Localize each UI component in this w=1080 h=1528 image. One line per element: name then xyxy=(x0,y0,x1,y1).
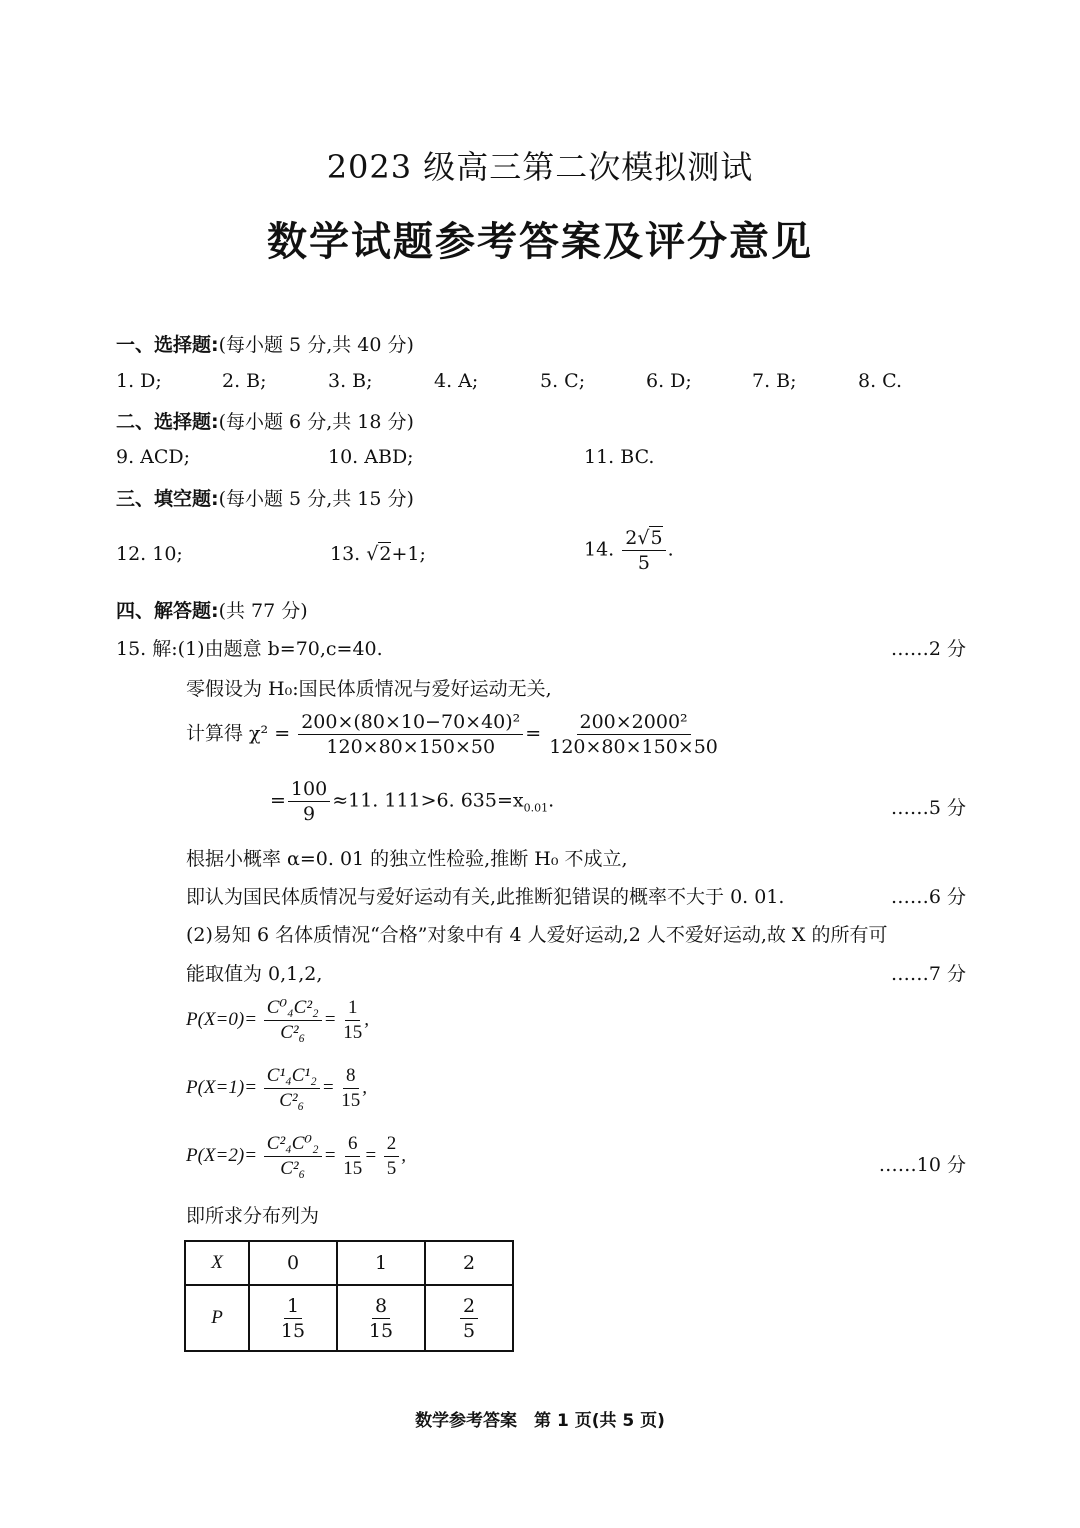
q15-line6: 能取值为 0,1,2, xyxy=(186,963,323,985)
table-cell xyxy=(337,1285,425,1351)
p2-res2-num: 2 xyxy=(384,1133,400,1157)
prob-x1: P(X=1)= $\frac{\text{C¹₄C¹₂}}{\text{C²₆}}$ = $\frac{8}{15}$ , xyxy=(186,1065,368,1111)
cell-num: 2 xyxy=(460,1295,478,1319)
q15-chi-result: = $\frac{100}{9}$ ≈11. 111>6. $635=x_{0.01}$. xyxy=(270,778,555,825)
answer-14-fraction: $\frac{2√5}{5}$ xyxy=(622,527,665,574)
answer-2: 2. B; xyxy=(222,370,267,392)
q15-points-1: ……2 分 xyxy=(890,638,966,660)
result-tail: ≈11. 111>6. 635=x xyxy=(332,789,524,812)
p0-res-den: 15 xyxy=(343,1022,363,1043)
q15-points-4: ……7 分 xyxy=(890,963,966,985)
section1-heading: 一、选择题: xyxy=(116,334,219,356)
q15-line2: 零假设为 H₀:国民体质情况与爱好运动无关, xyxy=(186,678,552,700)
prob-x0: P(X=0)= $\frac{\text{C⁰₄C²₂}}{\text{C²₆}}$ = $\frac{1}{15}$ , xyxy=(186,997,369,1043)
result-num: 100 xyxy=(288,778,330,802)
table-row xyxy=(185,1285,513,1351)
p0-res-num: 1 xyxy=(345,997,361,1021)
section-heading-4 xyxy=(116,596,308,623)
calc-fraction-2 xyxy=(549,711,718,758)
section4-heading: 四、解答题: xyxy=(116,600,219,622)
section2-heading: 二、选择题: xyxy=(116,411,219,433)
page-footer: 数学参考答案 第 1 页(共 5 页) xyxy=(415,1411,665,1431)
calc-den-2: 120×80×150×50 xyxy=(549,736,718,758)
calc-den-1: 120×80×150×50 xyxy=(326,736,496,758)
answer-14-coef: 2 xyxy=(625,527,638,549)
answer-7: 7. B; xyxy=(752,370,797,392)
q15-line4: 即认为国民体质情况与爱好运动有关,此推断犯错误的概率不大于 0. 01. xyxy=(186,886,785,908)
section-heading-1 xyxy=(116,330,414,357)
q15-points-2: ……5 分 xyxy=(890,797,966,819)
p2-res-den: 15 xyxy=(343,1158,363,1179)
table-cell: 1 xyxy=(337,1241,425,1285)
q15-line5: (2)易知 6 名体质情况“合格”对象中有 4 人爱好运动,2 人不爱好运动,故 X 的所有可 xyxy=(186,924,888,946)
answer-5: 5. C; xyxy=(540,370,586,392)
result-sub: 0.01 xyxy=(523,801,549,815)
page-subtitle: 数学试题参考答案及评分意见 xyxy=(267,219,813,265)
cell-num: 8 xyxy=(372,1295,390,1319)
p0-num: C⁰₄C²₂ xyxy=(264,997,322,1021)
prob-x2: P(X=2)= $\frac{\text{C²₄C⁰₂}}{\text{C²₆}}$ = $\frac{6}{15}$ = $\frac{2}{5}$ , xyxy=(186,1133,407,1179)
section2-note: (每小题 6 分,共 18 分) xyxy=(218,411,414,433)
answer-14-radicand: 5 xyxy=(650,527,663,549)
q15-points-5: ……10 分 xyxy=(878,1154,966,1176)
section-heading-2 xyxy=(116,407,414,434)
section3-heading: 三、填空题: xyxy=(116,488,219,510)
answer-13-suffix: +1; xyxy=(391,543,426,565)
answer-3: 3. B; xyxy=(328,370,373,392)
answer-4: 4. A; xyxy=(434,370,479,392)
calc-num-1: 200×(80×10−70×40)² xyxy=(298,711,523,735)
p2-res-num: 6 xyxy=(345,1133,361,1157)
answer-9: 9. ACD; xyxy=(116,446,191,468)
q15-chi-square: 计算得 χ² = $\frac{\text{200×(80×10−70×40)²}}{120\times 80\times 150\times 50}$ = $\frac{\text{200×2000²}}{120\times 80\times 150\times 50}$ xyxy=(186,711,718,758)
p2-num: C²₄C⁰₂ xyxy=(264,1133,322,1157)
page-title: 2023 级高三第二次模拟测试 xyxy=(326,148,754,186)
answer-13-prefix: 13. xyxy=(330,543,361,565)
p2-res2-den: 5 xyxy=(386,1158,397,1179)
answer-13-radicand: 2 xyxy=(379,543,392,565)
p2-den: C²₆ xyxy=(280,1158,306,1179)
q15-line7: 即所求分布列为 xyxy=(186,1205,320,1227)
table-cell: 2 xyxy=(425,1241,513,1285)
calc-fraction-1 xyxy=(298,711,523,758)
table-header-p: P xyxy=(185,1285,249,1351)
result-fraction xyxy=(288,778,330,825)
answer-14: 14. $\frac{2√5}{5}$ . xyxy=(584,527,674,574)
table-header-x: X xyxy=(185,1241,249,1285)
q15-line3: 根据小概率 α=0. 01 的独立性检验,推断 H₀ 不成立, xyxy=(186,848,628,870)
q15-points-3: ……6 分 xyxy=(890,886,966,908)
section1-note: (每小题 5 分,共 40 分) xyxy=(218,334,414,356)
p0-den: C²₆ xyxy=(280,1022,306,1043)
section-heading-3 xyxy=(116,484,414,511)
p1-num: C¹₄C¹₂ xyxy=(264,1065,320,1089)
table-cell xyxy=(249,1285,337,1351)
answer-12: 12. 10; xyxy=(116,543,183,565)
p1-label: P(X=1)= xyxy=(186,1076,258,1098)
answer-13: 13. √2+1; xyxy=(330,543,426,565)
cell-den: 15 xyxy=(368,1319,394,1342)
answer-1: 1. D; xyxy=(116,370,162,392)
calc-num-2: 200×2000² xyxy=(577,711,691,735)
answer-14-prefix: 14. xyxy=(584,538,615,561)
answer-14-den: 5 xyxy=(637,552,650,574)
section3-note: (每小题 5 分,共 15 分) xyxy=(218,488,414,510)
cell-den: 15 xyxy=(280,1319,306,1342)
result-den: 9 xyxy=(303,803,316,825)
cell-den: 5 xyxy=(462,1319,476,1342)
p2-label: P(X=2)= xyxy=(186,1144,258,1166)
p0-label: P(X=0)= xyxy=(186,1008,258,1030)
cell-num: 1 xyxy=(284,1295,302,1319)
p1-res-den: 15 xyxy=(341,1090,361,1111)
table-cell: 0 xyxy=(249,1241,337,1285)
answer-11: 11. BC. xyxy=(584,446,655,468)
table-row xyxy=(185,1241,513,1285)
p1-res-num: 8 xyxy=(343,1065,359,1089)
calc-label: 计算得 χ² = xyxy=(186,722,291,745)
answer-8: 8. C. xyxy=(858,370,903,392)
q15-line1: 15. 解:(1)由题意 b=70,c=40. xyxy=(116,638,383,660)
distribution-table xyxy=(184,1240,514,1352)
p1-den: C²₆ xyxy=(279,1090,305,1111)
table-cell xyxy=(425,1285,513,1351)
section4-note: (共 77 分) xyxy=(218,600,308,622)
answer-10: 10. ABD; xyxy=(328,446,414,468)
answer-6: 6. D; xyxy=(646,370,692,392)
